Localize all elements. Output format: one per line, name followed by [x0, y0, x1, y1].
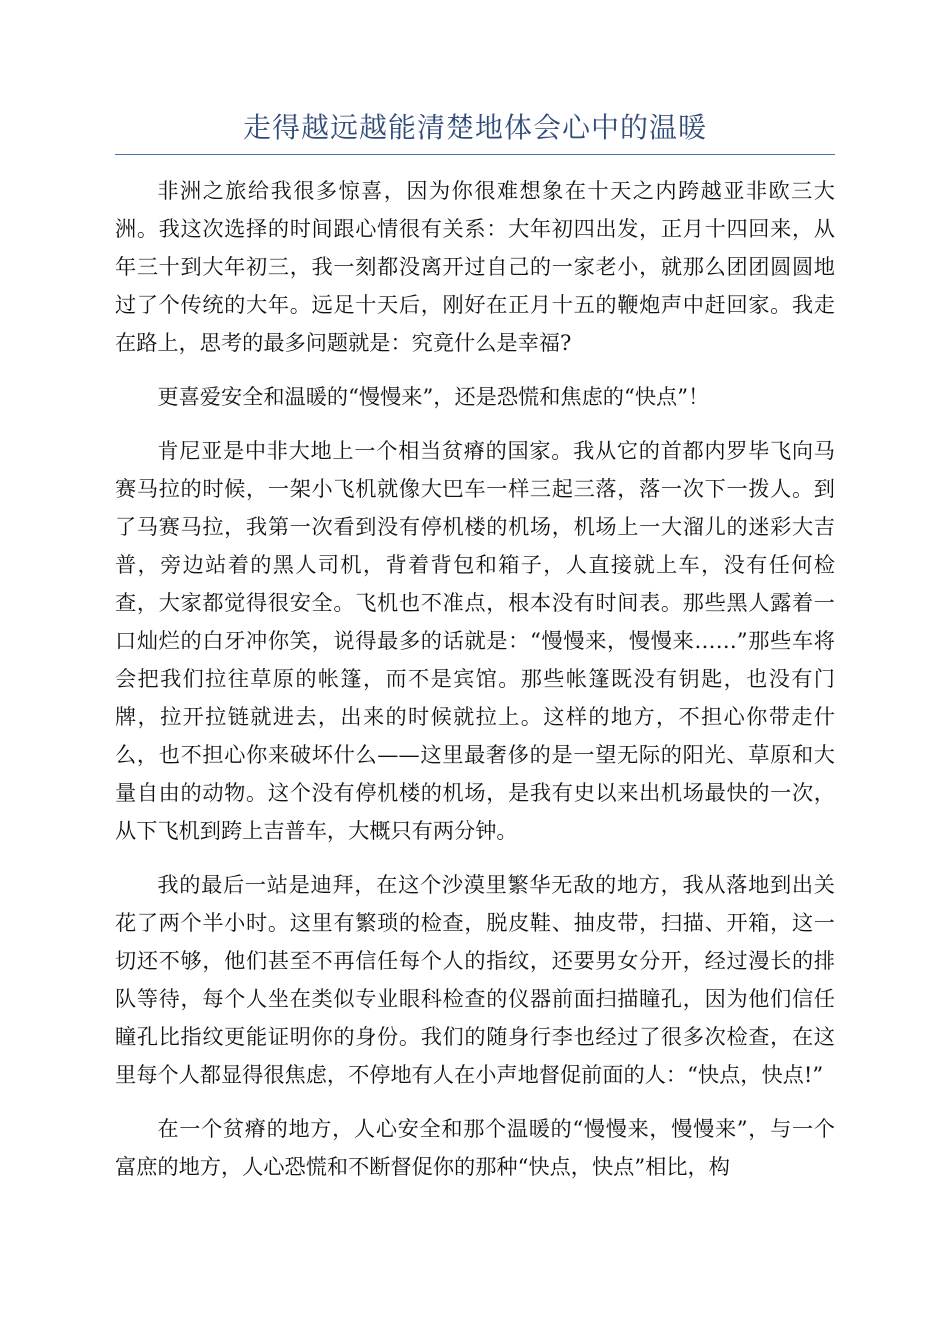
paragraph: 非洲之旅给我很多惊喜，因为你很难想象在十天之内跨越亚非欧三大洲。我这次选择的时间跟心情很有关系：大年初四出发，正月十四回来，从年三十到大年初三，我一刻都没离开过自己的一家老小，就那么团团圆圆地过了个传统的大年。远足十天后，刚好在正月十五的鞭炮声中赶回家。我走在路上，思考的最多问题就是：究竟什么是幸福?: [115, 178, 835, 355]
document-body: [115, 172, 835, 1202]
paragraph: 更喜爱安全和温暖的“慢慢来”，还是恐慌和焦虑的“快点”！: [157, 384, 710, 409]
title-underline: [115, 154, 835, 155]
paragraph: 在一个贫瘠的地方，人心安全和那个温暖的“慢慢来，慢慢来”，与一个富庶的地方，人心恐慌和不断督促你的那种“快点，快点”相比，构: [115, 1116, 835, 1179]
paragraph: 肯尼亚是中非大地上一个相当贫瘠的国家。我从它的首都内罗毕飞向马赛马拉的时候，一架小飞机就像大巴车一样三起三落，落一次下一拨人。到了马赛马拉，我第一次看到没有停机楼的机场，机场上一大溜儿的迷彩大吉普，旁边站着的黑人司机，背着背包和箱子，人直接就上车，没有任何检查，大家都觉得很安全。飞机也不准点，根本没有时间表。那些黑人露着一口灿烂的白牙冲你笑，说得最多的话就是：“慢慢来，慢慢来……”那些车将会把我们拉往草原的帐篷，而不是宾馆。那些帐篷既没有钥匙，也没有门牌，拉开拉链就进去，出来的时候就拉上。这样的地方，不担心你带走什么，也不担心你来破坏什么——这里最奢侈的是一望无际的阳光、草原和大量自由的动物。这个没有停机楼的机场，是我有史以来出机场最快的一次，从下飞机到跨上吉普车，大概只有两分钟。: [115, 438, 835, 843]
document-title: 走得越远越能清楚地体会心中的温暖: [242, 111, 707, 144]
paragraph: 我的最后一站是迪拜，在这个沙漠里繁华无敌的地方，我从落地到出关花了两个半小时。这里有繁琐的检查，脱皮鞋、抽皮带，扫描、开箱，这一切还不够，他们甚至不再信任每个人的指纹，还要男女分开，经过漫长的排队等待，每个人坐在类似专业眼科检查的仪器前面扫描瞳孔，因为他们信任瞳孔比指纹更能证明你的身份。我们的随身行李也经过了很多次检查，在这里每个人都显得很焦虑，不停地有人在小声地督促前面的人：“快点，快点!”: [115, 872, 835, 1087]
